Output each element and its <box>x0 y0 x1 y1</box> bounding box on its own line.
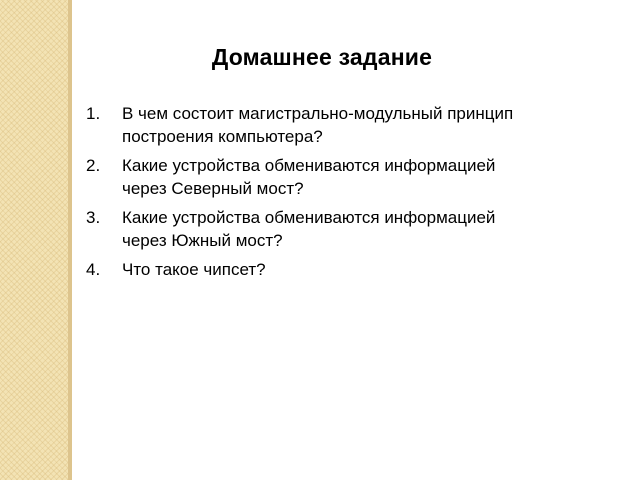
list-item-text: В чем состоит магистрально-модульный принцип построения компьютера? <box>122 104 514 146</box>
list-item-number: 3. <box>86 208 101 227</box>
decorative-side-strip <box>0 0 68 480</box>
list-item-number: 1. <box>86 104 101 123</box>
list-item <box>86 258 616 281</box>
slide-title: Домашнее задание <box>211 44 433 70</box>
list-item-number: 4. <box>86 260 101 279</box>
list-item-text: Какие устройства обмениваются информацией через Южный мост? <box>122 208 496 250</box>
list-item <box>86 102 616 148</box>
decorative-side-strip-edge <box>68 0 72 480</box>
list-item-number: 2. <box>86 156 101 175</box>
homework-list <box>86 102 616 287</box>
list-item <box>86 206 616 252</box>
list-item-text: Что такое чипсет? <box>122 260 266 279</box>
list-item <box>86 154 616 200</box>
list-item-text: Какие устройства обмениваются информацией через Северный мост? <box>122 156 496 198</box>
